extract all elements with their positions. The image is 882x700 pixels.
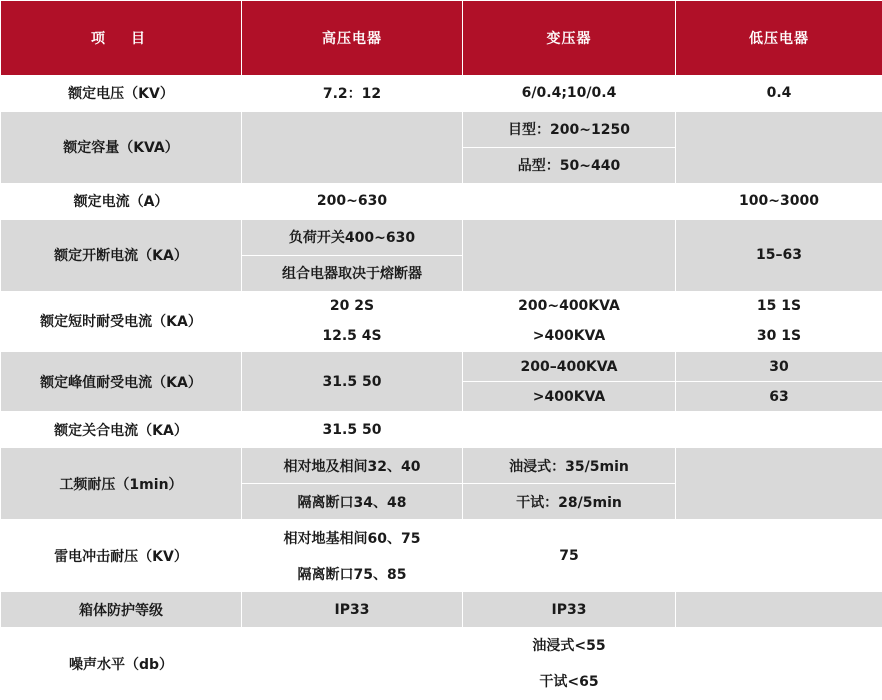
column-header-lv: 低压电器 <box>676 1 882 76</box>
table-row <box>1 219 882 255</box>
cell-transformer <box>463 412 676 448</box>
cell-lv: 100~3000 <box>676 183 882 219</box>
row-label: 额定开断电流（KA） <box>1 219 242 291</box>
cell-transformer: 目型：200~1250 <box>463 111 676 147</box>
cell-hv: 31.5 50 <box>242 352 463 412</box>
cell-transformer: 200~400KVA <box>463 291 676 321</box>
cell-transformer: 品型：50~440 <box>463 147 676 183</box>
cell-transformer: >400KVA <box>463 382 676 412</box>
row-label: 工频耐压（1min） <box>1 448 242 520</box>
cell-hv: 31.5 50 <box>242 412 463 448</box>
cell-hv <box>242 111 463 183</box>
row-label: 雷电冲击耐压（KV） <box>1 520 242 592</box>
table-row <box>1 412 882 448</box>
column-header-transformer: 变压器 <box>463 1 676 76</box>
cell-transformer: 200–400KVA <box>463 352 676 382</box>
cell-lv <box>676 592 882 628</box>
table-row <box>1 76 882 112</box>
cell-hv: 200~630 <box>242 183 463 219</box>
cell-lv: 15 1S <box>676 291 882 321</box>
column-header-item: 项 目 <box>1 1 242 76</box>
cell-transformer: 75 <box>463 520 676 592</box>
row-label: 额定短时耐受电流（KA） <box>1 291 242 351</box>
cell-lv: 63 <box>676 382 882 412</box>
cell-transformer <box>463 183 676 219</box>
cell-transformer: >400KVA <box>463 321 676 351</box>
header-row <box>1 1 882 76</box>
cell-lv: 0.4 <box>676 76 882 112</box>
cell-hv: 7.2：12 <box>242 76 463 112</box>
cell-lv <box>676 111 882 183</box>
cell-lv <box>676 448 882 520</box>
row-label: 额定电压（KV） <box>1 76 242 112</box>
cell-hv: IP33 <box>242 592 463 628</box>
cell-transformer: 干试：28/5min <box>463 484 676 520</box>
table-row <box>1 183 882 219</box>
cell-transformer: IP33 <box>463 592 676 628</box>
table-row <box>1 628 882 664</box>
cell-hv: 组合电器取决于熔断器 <box>242 255 463 291</box>
cell-lv: 30 <box>676 352 882 382</box>
cell-hv: 相对地及相间32、40 <box>242 448 463 484</box>
cell-lv <box>676 520 882 592</box>
table-row <box>1 291 882 321</box>
table-row <box>1 520 882 556</box>
cell-hv: 隔离断口75、85 <box>242 556 463 592</box>
row-label: 箱体防护等级 <box>1 592 242 628</box>
table-row <box>1 592 882 628</box>
table-body <box>1 76 882 700</box>
cell-transformer: 油浸式：35/5min <box>463 448 676 484</box>
cell-transformer <box>463 219 676 291</box>
cell-hv <box>242 628 463 700</box>
column-header-hv: 高压电器 <box>242 1 463 76</box>
cell-hv: 相对地基相间60、75 <box>242 520 463 556</box>
cell-hv: 隔离断口34、48 <box>242 484 463 520</box>
row-label: 噪声水平（db） <box>1 628 242 700</box>
cell-lv <box>676 412 882 448</box>
row-label: 额定峰值耐受电流（KA） <box>1 352 242 412</box>
cell-lv: 15–63 <box>676 219 882 291</box>
cell-transformer: 油浸式<55 <box>463 628 676 664</box>
row-label: 额定电流（A） <box>1 183 242 219</box>
row-label: 额定容量（KVA） <box>1 111 242 183</box>
cell-lv: 30 1S <box>676 321 882 351</box>
cell-hv: 12.5 4S <box>242 321 463 351</box>
table-row <box>1 352 882 382</box>
table-row <box>1 111 882 147</box>
cell-transformer: 6/0.4;10/0.4 <box>463 76 676 112</box>
cell-transformer: 干试<65 <box>463 663 676 699</box>
cell-lv <box>676 628 882 700</box>
table-row <box>1 448 882 484</box>
table-header <box>1 1 882 76</box>
row-label: 额定关合电流（KA） <box>1 412 242 448</box>
cell-hv: 负荷开关400~630 <box>242 219 463 255</box>
cell-hv: 20 2S <box>242 291 463 321</box>
